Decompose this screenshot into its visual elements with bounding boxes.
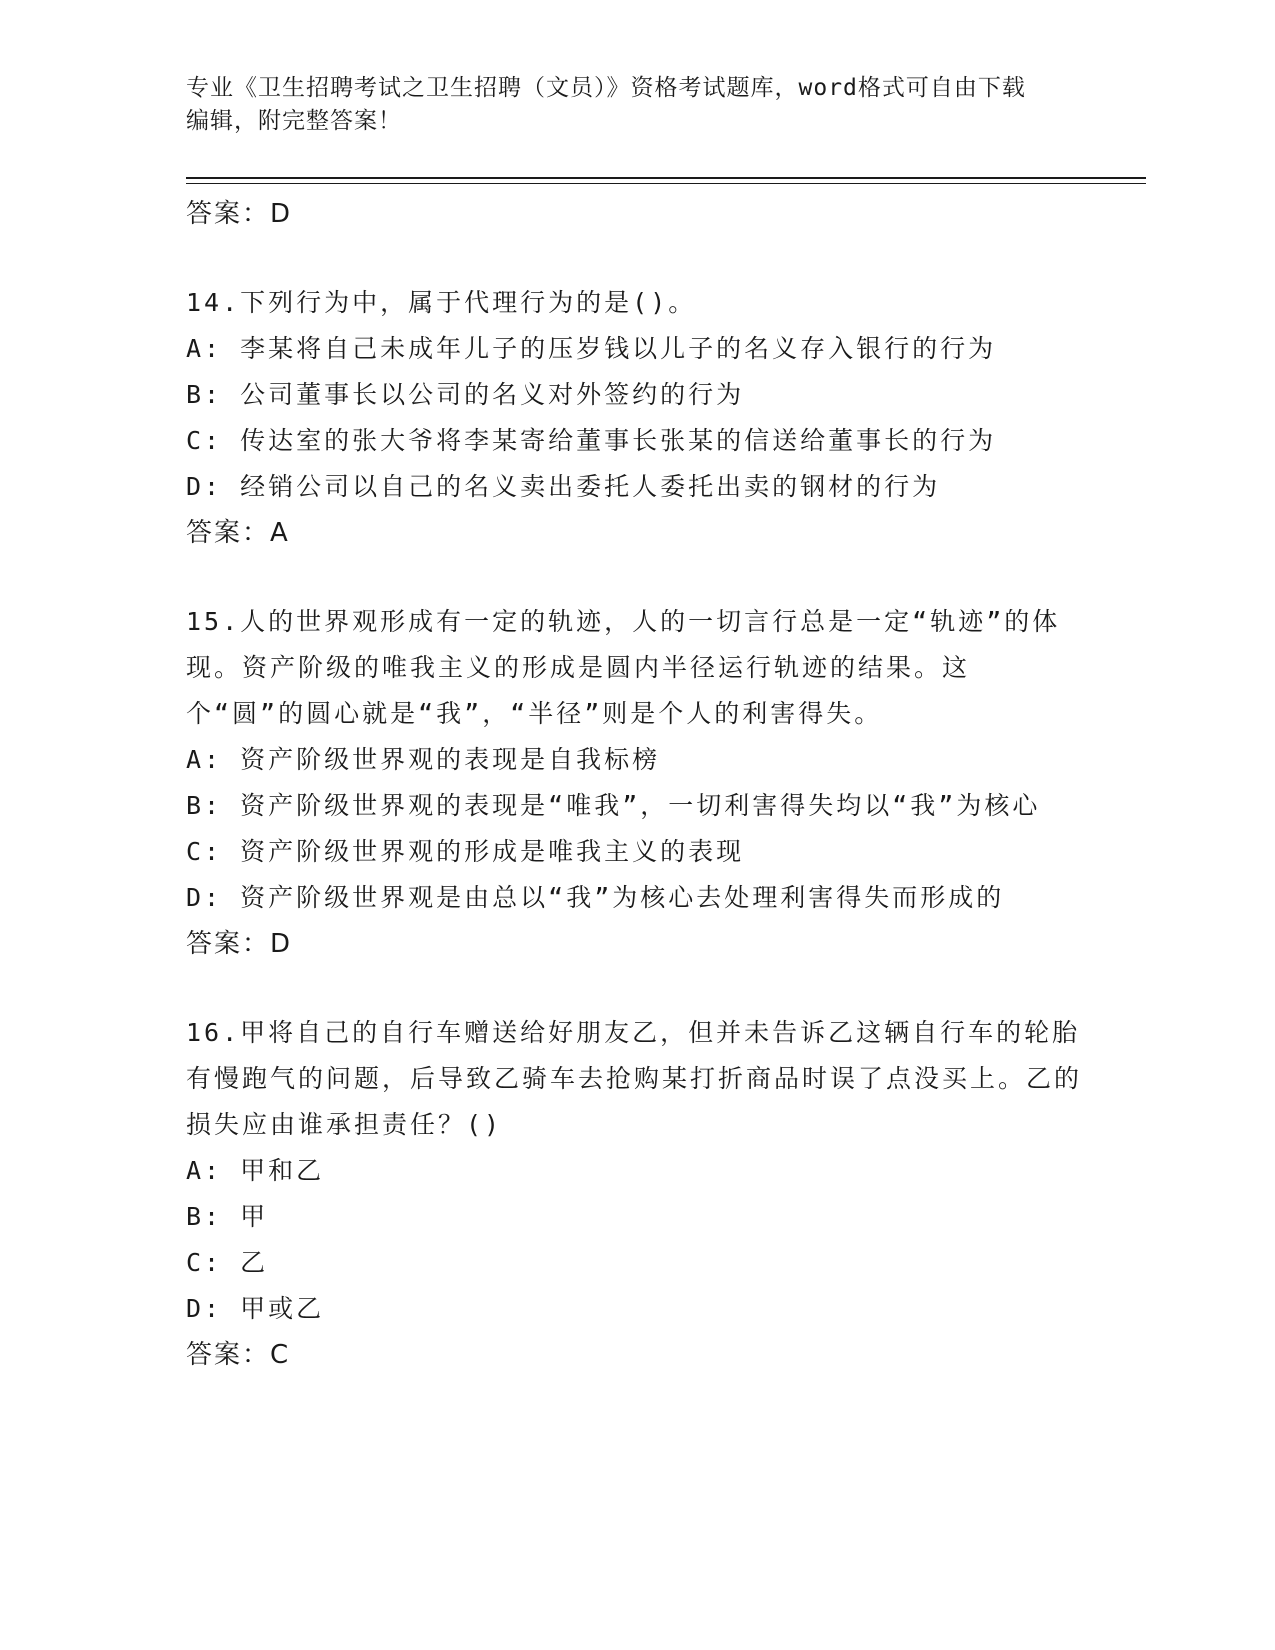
header-divider-thin — [186, 183, 1146, 184]
option-d: D: 资产阶级世界观是由总以“我”为核心去处理利害得失而形成的 — [186, 883, 1005, 912]
option-d: D: 甲或乙 — [186, 1294, 325, 1323]
header-line-1: 专业《卫生招聘考试之卫生招聘（文员）》资格考试题库，word格式可自由下载 — [186, 75, 1026, 101]
option-a: A: 甲和乙 — [186, 1156, 325, 1185]
option-b: B: 资产阶级世界观的表现是“唯我”，一切利害得失均以“我”为核心 — [186, 791, 1041, 820]
document-header — [186, 72, 1076, 138]
header-divider-thick — [186, 177, 1146, 179]
question-text: 14.下列行为中，属于代理行为的是()。 — [186, 288, 697, 317]
answer: 答案：D — [186, 929, 293, 959]
question-16 — [186, 1010, 1086, 1378]
header-line-2: 编辑，附完整答案！ — [186, 108, 402, 134]
question-text: 16.甲将自己的自行车赠送给好朋友乙，但并未告诉乙这辆自行车的轮胎有慢跑气的问题，后导致乙骑车去抢购某打折商品时误了点没买上。乙的损失应由谁承担责任？() — [186, 1018, 1083, 1139]
option-c: C: 乙 — [186, 1248, 269, 1277]
option-b: B: 公司董事长以公司的名义对外签约的行为 — [186, 380, 745, 409]
answer: 答案：C — [186, 1340, 291, 1370]
option-c: C: 资产阶级世界观的形成是唯我主义的表现 — [186, 837, 745, 866]
option-d: D: 经销公司以自己的名义卖出委托人委托出卖的钢材的行为 — [186, 472, 941, 501]
spacer — [186, 556, 1086, 599]
question-text: 15.人的世界观形成有一定的轨迹，人的一切言行总是一定“轨迹”的体现。资产阶级的唯我主义的形成是圆内半径运行轨迹的结果。这个“圆”的圆心就是“我”，“半径”则是个人的利害得失。 — [186, 607, 1061, 728]
previous-answer: 答案：D — [186, 199, 293, 229]
option-b: B: 甲 — [186, 1202, 269, 1231]
question-list — [186, 191, 1086, 1378]
option-a: A: 资产阶级世界观的表现是自我标榜 — [186, 745, 661, 774]
question-14 — [186, 280, 1086, 556]
question-15 — [186, 599, 1086, 967]
spacer — [186, 967, 1086, 1010]
option-c: C: 传达室的张大爷将李某寄给董事长张某的信送给董事长的行为 — [186, 426, 997, 455]
spacer — [186, 237, 1086, 280]
answer: 答案：A — [186, 518, 290, 548]
option-a: A: 李某将自己未成年儿子的压岁钱以儿子的名义存入银行的行为 — [186, 334, 997, 363]
